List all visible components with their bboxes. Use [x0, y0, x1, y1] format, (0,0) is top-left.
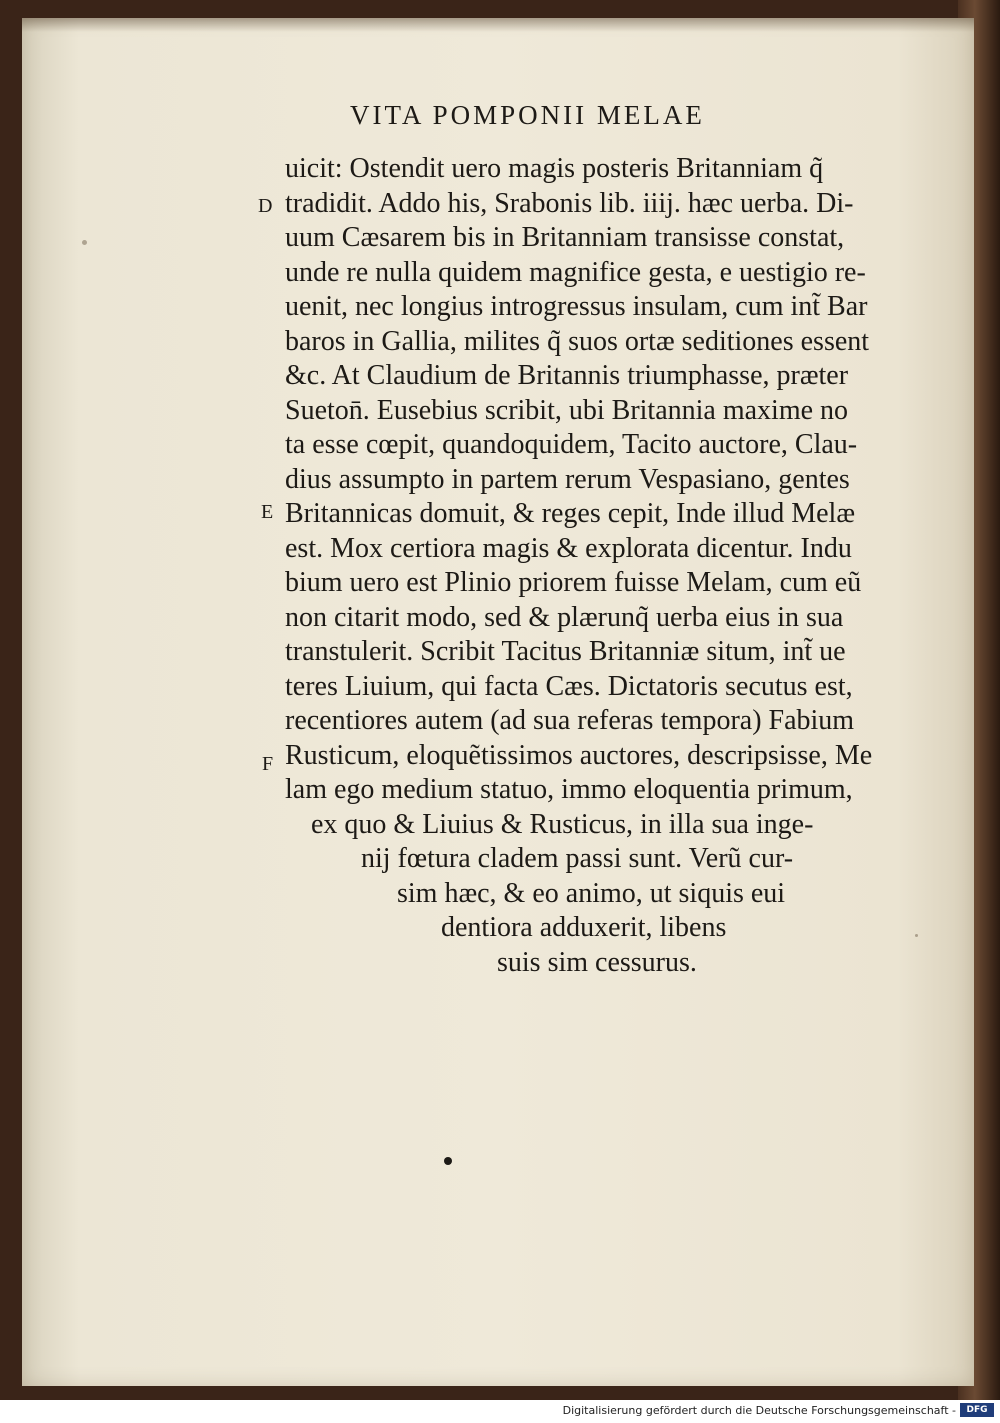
marginal-letter-e: E: [261, 501, 274, 523]
text-line: ex quo & Liuius & Rusticus, in illa sua inge-: [311, 808, 814, 840]
text-line: dentiora adduxerit, libens: [441, 912, 727, 943]
text-line: lam ego medium statuo, immo eloquentia primum,: [285, 774, 853, 805]
page-speck: [82, 240, 87, 245]
marginal-letter-f: F: [262, 753, 274, 775]
text-line: ta esse cœpit, quandoquidem, Tacito auctore, Clau-: [285, 429, 858, 460]
text-line: baros in Gallia, milites q̃ suos ortæ seditiones essent: [285, 325, 870, 357]
page-ornament-dot: [444, 1157, 452, 1165]
text-line: sim hæc, & eo animo, ut siquis eui: [397, 877, 786, 909]
text-line: recentiores autem (ad sua referas tempora) Fabium: [285, 705, 855, 736]
text-line: tradidit. Addo his, Srabonis lib. iiij. hæc uerba. Di-: [285, 187, 854, 219]
text-line: est. Mox certiora magis & explorata dicentur. Indu: [285, 532, 852, 564]
text-line: &c. At Claudium de Britannis triumphasse, præter: [285, 360, 849, 391]
text-line: unde re nulla quidem magnifice gesta, e uestigio re-: [285, 256, 866, 288]
text-line: Sueton̄. Eusebius scribit, ubi Britannia maxime no: [285, 394, 849, 426]
running-header: VITA POMPONII MELAE: [350, 100, 705, 130]
text-line: non citarit modo, sed & plærunq̃ uerba eius in sua: [285, 601, 844, 633]
text-line: uum Cæsarem bis in Britanniam transisse constat,: [285, 222, 845, 253]
page-shadow: [22, 18, 974, 32]
marginal-letter-d: D: [258, 195, 273, 217]
page-speck: [915, 934, 918, 937]
text-line: transtulerit. Scribit Tacitus Britanniæ situm, int̃ ue: [285, 636, 846, 667]
text-line: uicit: Ostendit uero magis posteris Britanniam q̃: [285, 153, 824, 184]
footer-credit: Digitalisierung gefördert durch die Deutsche Forschungsgemeinschaft -: [562, 1404, 956, 1417]
text-line: Britannicas domuit, & reges cepit, Inde illud Melæ: [285, 498, 855, 529]
text-line: bium uero est Plinio priorem fuisse Melam, cum eũ: [285, 567, 862, 598]
text-line: dius assumpto in partem rerum Vespasiano, gentes: [285, 463, 850, 495]
dfg-logo: DFG: [960, 1403, 994, 1417]
text-line: suis sim cessurus.: [497, 946, 697, 978]
text-line: Rusticum, eloquẽtissimos auctores, descripsisse, Me: [285, 739, 873, 771]
text-line: nij fœtura cladem passi sunt. Verũ cur-: [361, 843, 794, 874]
text-line: teres Liuium, qui facta Cæs. Dictatoris secutus est,: [285, 670, 853, 702]
text-line: uenit, nec longius introgressus insulam, cum int̃ Bar: [285, 291, 868, 322]
